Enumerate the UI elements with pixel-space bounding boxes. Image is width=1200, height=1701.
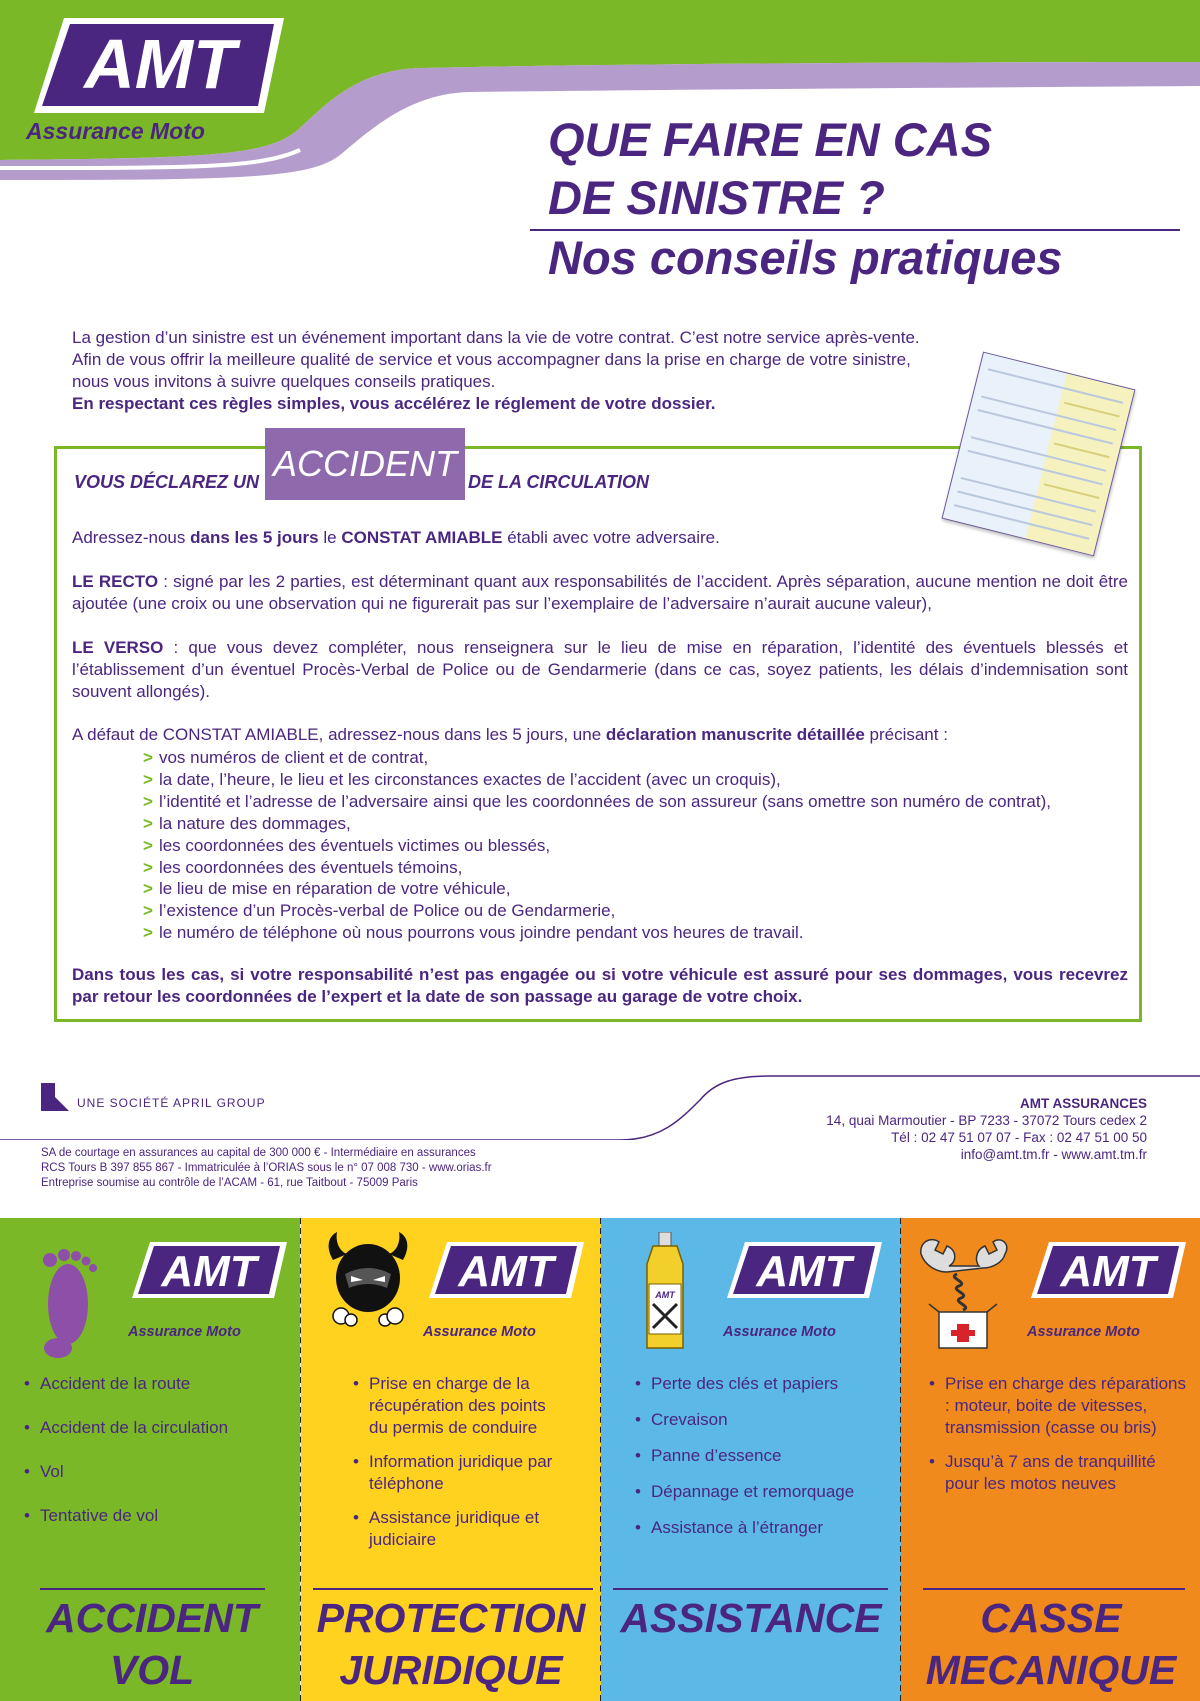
chevron-right-icon: > — [143, 923, 153, 943]
amt-logo-mark — [1031, 1240, 1186, 1300]
list-item: • Vol — [24, 1461, 294, 1483]
logo-tagline: Assurance Moto — [1027, 1324, 1140, 1340]
chevron-right-icon: > — [143, 791, 153, 811]
list-item-text: la date, l’heure, le lieu et les circonstances exactes de l’accident (avec un croquis), — [158, 769, 781, 789]
chevron-right-icon: > — [143, 748, 153, 767]
emphasis: déclaration manuscrite détaillée — [605, 725, 865, 744]
amt-logo — [128, 1240, 292, 1350]
chevron-right-icon: > — [143, 813, 153, 833]
list-item — [143, 900, 1051, 922]
coverage-list — [929, 1373, 1191, 1495]
panel-divider — [313, 1588, 593, 1590]
company-phone: Tél : 02 47 51 07 07 - Fax : 02 47 51 00 50 — [891, 1130, 1147, 1145]
list-item-text: les coordonnées des éventuels victimes ou blessés, — [158, 835, 551, 855]
panel-casse-mecanique — [901, 1218, 1200, 1701]
panel-assistance — [601, 1218, 901, 1701]
assistance-bottle-icon — [639, 1232, 691, 1352]
chevron-right-icon: > — [143, 901, 153, 921]
chevron-right-icon: > — [143, 857, 153, 877]
amt-logo — [723, 1240, 887, 1350]
panel-accident-vol — [0, 1218, 300, 1701]
logo-tagline: Assurance Moto — [423, 1324, 536, 1340]
company-address: 14, quai Marmoutier - BP 7233 - 37072 Tours cedex 2 — [826, 1113, 1147, 1128]
text: A défaut de CONSTAT AMIABLE, adressez-nous dans les 5 jours, une — [72, 725, 606, 744]
amt-logo-text: AMT — [1060, 1247, 1156, 1296]
brand-tagline: Assurance Moto — [26, 118, 205, 144]
amt-logo — [34, 18, 284, 113]
legal-line: RCS Tours B 397 855 867 - Immatriculée à l’ORIAS sous le n° 07 008 730 - www.orias.fr — [41, 1162, 492, 1174]
logo-tagline: Assurance Moto — [723, 1324, 836, 1340]
list-item — [143, 791, 1051, 813]
coverage-list — [353, 1373, 568, 1551]
section-heading-suffix: DE LA CIRCULATION — [468, 472, 649, 492]
amt-logo — [423, 1240, 589, 1350]
list-item: • Panne d’essence — [635, 1445, 890, 1467]
text: précisant : — [864, 725, 948, 744]
list-item-text: l’identité et l’adresse de l’adversaire ainsi que les coordonnées de son assureur (sans omettre son numéro de contrat), — [158, 791, 1051, 811]
list-item — [143, 922, 1051, 944]
panel-title-line1: ASSISTANCE — [620, 1595, 882, 1641]
panel-title-line2: VOL — [109, 1647, 195, 1693]
intro-line: nous vous invitons à suivre quelques conseils pratiques. — [72, 372, 496, 391]
list-item — [143, 878, 1051, 900]
list-item-text: les coordonnées des éventuels témoins, — [158, 857, 463, 877]
list-item-text: la nature des dommages, — [158, 813, 351, 833]
footprint-icon — [36, 1246, 98, 1358]
amt-logo-text: AMT — [161, 1247, 257, 1296]
defaut-paragraph — [72, 724, 1128, 746]
verso-label: LE VERSO — [72, 638, 164, 657]
legal-line: Entreprise soumise au contrôle de l’ACAM - 61, rue Taitbout - 75009 Paris — [41, 1177, 418, 1189]
panel-divider — [923, 1588, 1185, 1590]
emphasis: dans les 5 jours — [190, 528, 319, 547]
panel-divider — [613, 1588, 888, 1590]
list-item — [143, 835, 1051, 857]
text: le — [318, 528, 342, 547]
list-item: • Information juridique par téléphone — [353, 1451, 568, 1495]
bottle-label: AMT — [655, 1290, 675, 1300]
panel-title-line1: PROTECTION — [316, 1595, 586, 1641]
amt-logo — [1027, 1240, 1191, 1350]
intro-line: Afin de vous offrir la meilleure qualité de service et vous accompagner dans la prise en charge de votre sinistre, — [72, 350, 911, 369]
intro-emphasis: En respectant ces règles simples, vous accélérez le réglement de votre dossier. — [72, 394, 716, 413]
chevron-right-icon: > — [143, 835, 153, 855]
company-web: info@amt.tm.fr - www.amt.tm.fr — [960, 1147, 1147, 1162]
amt-logo-text: AMT — [84, 25, 236, 103]
declaration-checklist — [143, 747, 1051, 944]
section-heading-prefix: VOUS DÉCLAREZ UN — [74, 472, 260, 492]
conclusion-paragraph: Dans tous les cas, si votre responsabilité n’est pas engagée ou si votre véhicule est assuré pour ses dommages, vous recevrez par retour les coordonnées de l’expert et la date de son passage au garage de votre choix. — [72, 965, 1128, 1006]
company-name: AMT ASSURANCES — [1019, 1096, 1147, 1111]
amt-logo-text: AMT — [756, 1247, 852, 1296]
list-item: • Prise en charge de la récupération des points du permis de conduire — [353, 1373, 568, 1439]
list-item-text: l’existence d’un Procès-verbal de Police ou de Gendarmerie, — [158, 901, 616, 921]
logo-tagline: Assurance Moto — [128, 1324, 241, 1340]
chevron-right-icon: > — [143, 769, 153, 789]
verso-paragraph — [72, 637, 1128, 703]
amt-logo-mark — [429, 1240, 584, 1300]
coverage-list — [635, 1373, 890, 1539]
panel-title-line1: CASSE — [980, 1595, 1122, 1641]
constat-instruction — [72, 527, 1128, 549]
verso-text: : que vous devez compléter, nous renseignera sur le lieu de mise en réparation, l’identité des éventuels blessés et l’établissement d’un éventuel Procès-Verbal de Police ou de Gendarmerie (dans ce cas, soyez patients, les délais d’indemnisation sont souvent allongés). — [72, 638, 1128, 701]
recto-label: LE RECTO — [72, 572, 159, 591]
list-item-text: vos numéros de client et de contrat, — [158, 748, 429, 767]
accident-tab-label: ACCIDENT — [265, 428, 465, 500]
list-item: • Accident de la route — [24, 1373, 294, 1395]
amt-logo-mark — [132, 1240, 287, 1300]
list-item: • Assistance juridique et judiciaire — [353, 1507, 568, 1551]
panel-title-line1: ACCIDENT — [46, 1595, 258, 1641]
angry-helmet-icon — [323, 1230, 413, 1330]
list-item: • Accident de la circulation — [24, 1417, 294, 1439]
contact-block — [826, 1095, 1147, 1163]
list-item — [143, 857, 1051, 879]
list-item — [143, 769, 1051, 791]
page-subtitle: Nos conseils pratiques — [548, 231, 1063, 284]
list-item-text: le numéro de téléphone où nous pourrons vous joindre pendant vos heures de travail. — [158, 923, 804, 943]
april-group-logo-icon — [41, 1083, 71, 1111]
wrench-box-icon — [917, 1232, 1009, 1350]
text: établi avec votre adversaire. — [502, 528, 720, 547]
coverage-list — [24, 1373, 294, 1527]
legal-notice — [41, 1146, 492, 1191]
list-item: • Jusqu’à 7 ans de tranquillité pour les motos neuves — [929, 1451, 1191, 1495]
panel-title-line2: JURIDIQUE — [339, 1647, 563, 1693]
list-item: • Dépannage et remorquage — [635, 1481, 890, 1503]
april-group-label: UNE SOCIÉTÉ APRIL GROUP — [77, 1096, 266, 1110]
panel-divider — [40, 1588, 265, 1590]
list-item — [143, 813, 1051, 835]
page-title-line2: DE SINISTRE ? — [548, 171, 885, 224]
intro-line: La gestion d’un sinistre est un événement important dans la vie de votre contrat. C’est notre service après-vente. — [72, 328, 920, 347]
page-title-line1: QUE FAIRE EN CAS — [548, 113, 992, 166]
legal-line: SA de courtage en assurances au capital de 300 000 € - Intermédiaire en assurances — [41, 1147, 476, 1159]
list-item: • Perte des clés et papiers — [635, 1373, 890, 1395]
list-item-text: le lieu de mise en réparation de votre véhicule, — [158, 879, 511, 899]
emphasis: CONSTAT AMIABLE — [341, 528, 503, 547]
list-item: • Tentative de vol — [24, 1505, 294, 1527]
text: Adressez-nous — [72, 528, 191, 547]
recto-text: : signé par les 2 parties, est déterminant quant aux responsabilités de l’accident. Après séparation, aucune mention ne doit être ajoutée (une croix ou une observation qui ne figurerait pas sur l’exemplaire de l’adversaire n’aurait aucune valeur), — [72, 572, 1128, 613]
recto-paragraph — [72, 571, 1128, 615]
list-item: • Assistance à l’étranger — [635, 1517, 890, 1539]
intro-paragraph — [72, 327, 992, 415]
list-item: • Prise en charge des réparations : moteur, boite de vitesses, transmission (casse ou bris) — [929, 1373, 1191, 1439]
chevron-right-icon: > — [143, 879, 153, 899]
amt-logo-mark — [727, 1240, 882, 1300]
panel-protection-juridique — [301, 1218, 601, 1701]
amt-logo-text: AMT — [458, 1247, 554, 1296]
list-item: • Crevaison — [635, 1409, 890, 1431]
list-item — [143, 747, 1051, 769]
panel-title-line2: MECANIQUE — [925, 1647, 1177, 1693]
